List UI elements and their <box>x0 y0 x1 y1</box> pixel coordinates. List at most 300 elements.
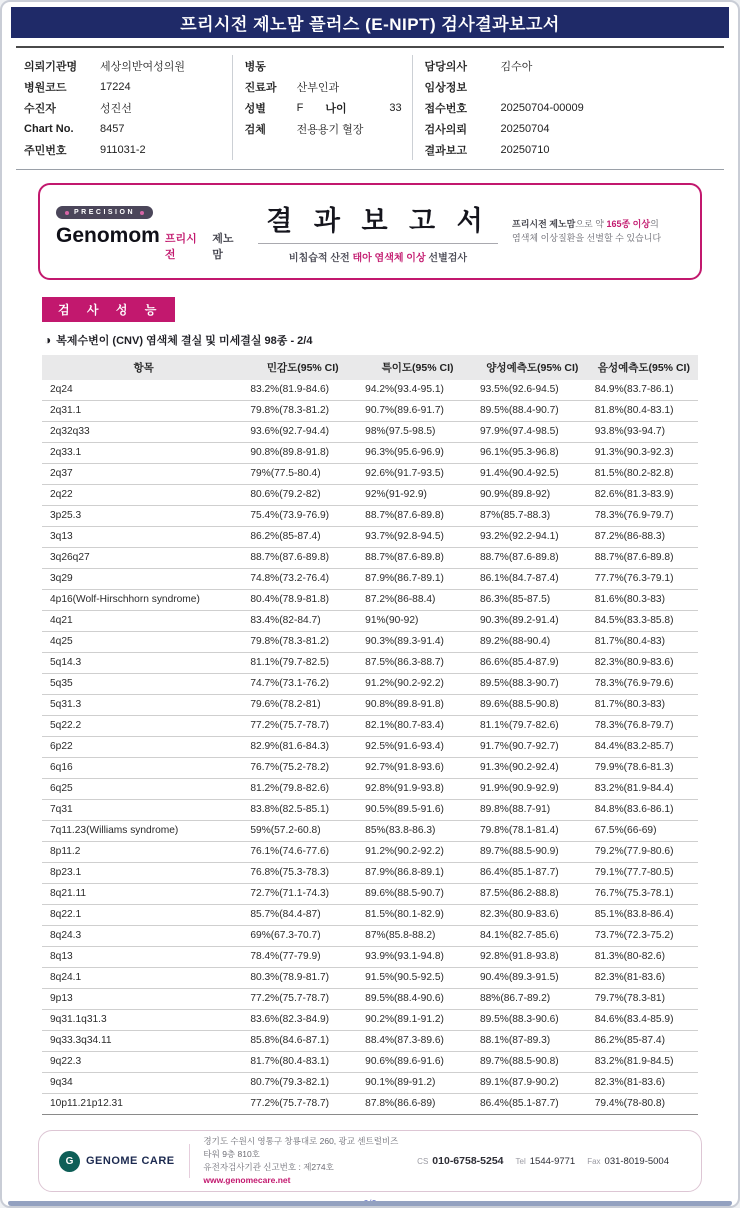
value-cell: 84.5%(83.3-85.8) <box>590 611 698 632</box>
value-cell: 90.3%(89.2-91.4) <box>475 611 590 632</box>
field-label: 결과보고 <box>424 144 468 157</box>
table-row <box>42 422 698 443</box>
value-cell: 79%(77.5-80.4) <box>245 464 360 485</box>
value-cell: 79.8%(78.3-81.2) <box>245 401 360 422</box>
value-cell: 76.7%(75.3-78.1) <box>590 884 698 905</box>
value-cell: 88.1%(87-89.3) <box>475 1031 590 1052</box>
genomecare-logo-icon: G <box>59 1151 80 1172</box>
item-cell: 9q34 <box>42 1073 245 1094</box>
patient-field <box>232 97 412 118</box>
value-cell: 73.7%(72.3-75.2) <box>590 926 698 947</box>
item-cell: 4q25 <box>42 632 245 653</box>
item-cell: 6p22 <box>42 737 245 758</box>
value-cell: 81.7%(80.4-83) <box>590 632 698 653</box>
field-label: 나이 <box>325 102 347 115</box>
table-row <box>42 1094 698 1115</box>
table-row <box>42 464 698 485</box>
value-cell: 93.8%(93-94.7) <box>590 422 698 443</box>
value-cell: 82.1%(80.7-83.4) <box>360 716 475 737</box>
field-value: 8457 <box>100 122 125 135</box>
patient-field <box>24 118 232 139</box>
value-cell: 79.2%(77.9-80.6) <box>590 842 698 863</box>
field-value: 20250710 <box>500 143 550 156</box>
table-row <box>42 842 698 863</box>
value-cell: 81.5%(80.1-82.9) <box>360 905 475 926</box>
subtitle-pre: 비침습적 산전 <box>288 253 353 264</box>
banner-subtitle <box>248 249 508 264</box>
value-cell: 96.3%(95.6-96.9) <box>360 443 475 464</box>
value-cell: 77.7%(76.3-79.1) <box>590 569 698 590</box>
item-cell: 9p13 <box>42 989 245 1010</box>
field-label: 수진자 <box>24 102 56 115</box>
field-label: 검사의뢰 <box>424 123 468 136</box>
table-row <box>42 1052 698 1073</box>
result-banner <box>38 183 702 280</box>
value-cell: 75.4%(73.9-76.9) <box>245 506 360 527</box>
table-row <box>42 485 698 506</box>
tagline-accent: 165종 이상 <box>606 218 651 229</box>
item-cell: 2q37 <box>42 464 245 485</box>
item-cell: 8q22.1 <box>42 905 245 926</box>
value-cell: 98%(97.5-98.5) <box>360 422 475 443</box>
value-cell: 90.4%(89.3-91.5) <box>475 968 590 989</box>
performance-section <box>42 297 698 1115</box>
item-cell: 6q25 <box>42 779 245 800</box>
value-cell: 87%(85.7-88.3) <box>475 506 590 527</box>
cs-number: 010-6758-5254 <box>432 1155 504 1167</box>
value-cell: 81.3%(80-82.6) <box>590 947 698 968</box>
value-cell: 89.7%(88.5-90.9) <box>475 842 590 863</box>
value-cell: 88.7%(87.6-89.8) <box>590 548 698 569</box>
value-cell: 90.2%(89.1-91.2) <box>360 1010 475 1031</box>
table-row <box>42 1031 698 1052</box>
field-label: 성별 <box>244 102 266 115</box>
value-cell: 83.6%(82.3-84.9) <box>245 1010 360 1031</box>
tagline-1a: 으로 약 <box>575 218 607 229</box>
patient-field <box>412 139 716 160</box>
value-cell: 81.7%(80.3-83) <box>590 695 698 716</box>
value-cell: 80.4%(78.9-81.8) <box>245 590 360 611</box>
patient-field <box>412 76 716 97</box>
patient-field <box>24 76 232 97</box>
item-cell: 7q11.23(Williams syndrome) <box>42 821 245 842</box>
item-cell: 5q31.3 <box>42 695 245 716</box>
value-cell: 86.2%(85-87.4) <box>245 527 360 548</box>
value-cell: 76.8%(75.3-78.3) <box>245 863 360 884</box>
footer-address <box>203 1135 403 1188</box>
banner-title: 결 과 보 고 서 <box>266 206 490 236</box>
value-cell: 81.1%(79.7-82.6) <box>475 716 590 737</box>
value-cell: 86.6%(85.4-87.9) <box>475 653 590 674</box>
field-label: 임상정보 <box>424 81 468 94</box>
value-cell: 90.7%(89.6-91.7) <box>360 401 475 422</box>
column-header: 음성예측도(95% CI) <box>590 355 698 380</box>
value-cell: 81.5%(80.2-82.8) <box>590 464 698 485</box>
value-cell: 93.6%(92.7-94.4) <box>245 422 360 443</box>
table-row <box>42 737 698 758</box>
table-row <box>42 380 698 401</box>
field-value: 20250704-00009 <box>500 101 584 114</box>
section-title <box>42 297 175 322</box>
value-cell: 79.9%(78.6-81.3) <box>590 758 698 779</box>
item-cell: 9q31.1q31.3 <box>42 1010 245 1031</box>
field-value: 세상의반여성의원 <box>100 60 186 73</box>
value-cell: 90.8%(89.8-91.8) <box>360 695 475 716</box>
value-cell: 89.6%(88.5-90.7) <box>360 884 475 905</box>
item-cell: 8q24.3 <box>42 926 245 947</box>
value-cell: 91.4%(90.4-92.5) <box>475 464 590 485</box>
item-cell: 8q24.1 <box>42 968 245 989</box>
item-cell: 7q31 <box>42 800 245 821</box>
item-cell: 4q21 <box>42 611 245 632</box>
column-header: 양성예측도(95% CI) <box>475 355 590 380</box>
brand-name: Genomom <box>56 223 160 247</box>
badge-dot-icon <box>140 211 144 215</box>
table-row <box>42 1010 698 1031</box>
value-cell: 76.1%(74.6-77.6) <box>245 842 360 863</box>
value-cell: 84.1%(82.7-85.6) <box>475 926 590 947</box>
footer-divider <box>189 1144 190 1178</box>
item-cell: 8q13 <box>42 947 245 968</box>
field-label: 병동 <box>244 60 266 73</box>
field-value: 성진선 <box>100 102 132 115</box>
item-cell: 10p11.21p12.31 <box>42 1094 245 1115</box>
table-row <box>42 1073 698 1094</box>
value-cell: 94.2%(93.4-95.1) <box>360 380 475 401</box>
value-cell: 79.7%(78.3-81) <box>590 989 698 1010</box>
tel-number: 1544-9771 <box>529 1156 576 1167</box>
value-cell: 81.7%(80.4-83.1) <box>245 1052 360 1073</box>
banner-divider <box>258 243 498 244</box>
value-cell: 80.3%(78.9-81.7) <box>245 968 360 989</box>
genomecare-logo <box>59 1151 175 1172</box>
patient-field <box>232 118 412 139</box>
performance-table <box>42 355 698 1115</box>
page-bottom-edge <box>8 1201 732 1206</box>
value-cell: 88%(86.7-89.2) <box>475 989 590 1010</box>
value-cell: 84.9%(83.7-86.1) <box>590 380 698 401</box>
value-cell: 78.4%(77-79.9) <box>245 947 360 968</box>
field-label: 병원코드 <box>24 81 67 94</box>
precision-badge-label: PRECISION <box>74 209 136 216</box>
value-cell: 91%(90-92) <box>360 611 475 632</box>
table-row <box>42 506 698 527</box>
table-header-row <box>42 355 698 380</box>
table-row <box>42 590 698 611</box>
value-cell: 87.2%(86-88.3) <box>590 527 698 548</box>
patient-field <box>232 76 412 97</box>
value-cell: 72.7%(71.1-74.3) <box>245 884 360 905</box>
patient-field <box>412 55 716 76</box>
column-header: 특이도(95% CI) <box>360 355 475 380</box>
value-cell: 79.8%(78.3-81.2) <box>245 632 360 653</box>
value-cell: 93.7%(92.8-94.5) <box>360 527 475 548</box>
value-cell: 87.9%(86.7-89.1) <box>360 569 475 590</box>
field-value: F <box>296 101 304 114</box>
value-cell: 78.3%(76.9-79.7) <box>590 506 698 527</box>
value-cell: 96.1%(95.3-96.8) <box>475 443 590 464</box>
fax-label: Fax <box>587 1157 601 1166</box>
value-cell: 82.6%(81.3-83.9) <box>590 485 698 506</box>
value-cell: 88.7%(87.6-89.8) <box>360 506 475 527</box>
value-cell: 86.1%(84.7-87.4) <box>475 569 590 590</box>
field-value: 33 <box>389 101 402 114</box>
value-cell: 85%(83.8-86.3) <box>360 821 475 842</box>
value-cell: 86.3%(85-87.5) <box>475 590 590 611</box>
value-cell: 88.4%(87.3-89.6) <box>360 1031 475 1052</box>
tel-label: Tel <box>515 1157 526 1166</box>
patient-field <box>232 139 412 160</box>
item-cell: 5q22.2 <box>42 716 245 737</box>
value-cell: 85.1%(83.8-86.4) <box>590 905 698 926</box>
value-cell: 74.7%(73.1-76.2) <box>245 674 360 695</box>
item-cell: 5q14.3 <box>42 653 245 674</box>
item-cell: 9q22.3 <box>42 1052 245 1073</box>
value-cell: 81.1%(79.7-82.5) <box>245 653 360 674</box>
item-cell: 3q29 <box>42 569 245 590</box>
value-cell: 81.2%(79.8-82.6) <box>245 779 360 800</box>
value-cell: 87.5%(86.2-88.8) <box>475 884 590 905</box>
patient-field <box>412 118 716 139</box>
value-cell: 67.5%(66-69) <box>590 821 698 842</box>
value-cell: 91.9%(90.9-92.9) <box>475 779 590 800</box>
tagline-brand: 프리시전 제노맘 <box>512 218 576 229</box>
table-row <box>42 989 698 1010</box>
value-cell: 89.2%(88-90.4) <box>475 632 590 653</box>
value-cell: 87%(85.8-88.2) <box>360 926 475 947</box>
patient-field <box>24 97 232 118</box>
value-cell: 79.1%(77.7-80.5) <box>590 863 698 884</box>
item-cell: 8p11.2 <box>42 842 245 863</box>
value-cell: 92.6%(91.7-93.5) <box>360 464 475 485</box>
value-cell: 87.9%(86.8-89.1) <box>360 863 475 884</box>
value-cell: 84.8%(83.6-86.1) <box>590 800 698 821</box>
field-label: Chart No. <box>24 122 74 135</box>
table-subtitle-text: 복제수변이 (CNV) 염색체 결실 및 미세결실 98종 - 2/4 <box>56 335 313 347</box>
value-cell: 79.6%(78.2-81) <box>245 695 360 716</box>
patient-field <box>24 139 232 160</box>
value-cell: 91.5%(90.5-92.5) <box>360 968 475 989</box>
item-cell: 9q33.3q34.11 <box>42 1031 245 1052</box>
value-cell: 85.7%(84.4-87) <box>245 905 360 926</box>
value-cell: 76.7%(75.2-78.2) <box>245 758 360 779</box>
table-row <box>42 863 698 884</box>
value-cell: 89.7%(88.5-90.8) <box>475 1052 590 1073</box>
value-cell: 81.6%(80.3-83) <box>590 590 698 611</box>
value-cell: 59%(57.2-60.8) <box>245 821 360 842</box>
item-cell: 2q22 <box>42 485 245 506</box>
field-label: 검체 <box>244 123 266 136</box>
value-cell: 88.7%(87.6-89.8) <box>360 548 475 569</box>
value-cell: 84.4%(83.2-85.7) <box>590 737 698 758</box>
footer <box>38 1130 702 1192</box>
value-cell: 83.2%(81.9-84.5) <box>590 1052 698 1073</box>
table-row <box>42 758 698 779</box>
value-cell: 91.2%(90.2-92.2) <box>360 842 475 863</box>
value-cell: 82.3%(80.9-83.6) <box>475 905 590 926</box>
subtitle-accent: 태아 염색체 이상 <box>352 253 426 264</box>
value-cell: 74.8%(73.2-76.4) <box>245 569 360 590</box>
value-cell: 84.6%(83.4-85.9) <box>590 1010 698 1031</box>
value-cell: 89.5%(88.3-90.7) <box>475 674 590 695</box>
item-cell: 2q32q33 <box>42 422 245 443</box>
value-cell: 83.8%(82.5-85.1) <box>245 800 360 821</box>
value-cell: 91.3%(90.3-92.3) <box>590 443 698 464</box>
item-cell: 5q35 <box>42 674 245 695</box>
table-row <box>42 674 698 695</box>
table-row <box>42 569 698 590</box>
value-cell: 87.8%(86.6-89) <box>360 1094 475 1115</box>
value-cell: 92.8%(91.8-93.8) <box>475 947 590 968</box>
genomom-logo <box>56 202 244 262</box>
field-label: 진료과 <box>244 81 277 94</box>
cs-label: CS <box>417 1157 429 1166</box>
field-value: 20250704 <box>500 122 550 135</box>
value-cell: 83.2%(81.9-84.4) <box>590 779 698 800</box>
table-row <box>42 695 698 716</box>
field-value: 17224 <box>100 80 131 93</box>
table-row <box>42 653 698 674</box>
value-cell: 79.8%(78.1-81.4) <box>475 821 590 842</box>
item-cell: 2q31.1 <box>42 401 245 422</box>
table-row <box>42 632 698 653</box>
table-subtitle <box>44 332 698 348</box>
table-row <box>42 548 698 569</box>
field-label: 접수번호 <box>424 102 468 115</box>
genomecare-logo-text: GENOME CARE <box>86 1155 175 1167</box>
section-title-text: 검 사 성 능 <box>58 303 164 317</box>
value-cell: 86.2%(85-87.4) <box>590 1031 698 1052</box>
half-circle-icon: ◑ <box>44 333 52 347</box>
value-cell: 79.4%(78-80.8) <box>590 1094 698 1115</box>
value-cell: 78.3%(76.8-79.7) <box>590 716 698 737</box>
page-title: 프리시전 제노맘 플러스 (E-NIPT) 검사결과보고서 <box>180 15 560 34</box>
value-cell: 89.5%(88.3-90.6) <box>475 1010 590 1031</box>
value-cell: 92.5%(91.6-93.4) <box>360 737 475 758</box>
value-cell: 91.3%(90.2-92.4) <box>475 758 590 779</box>
value-cell: 89.8%(88.7-91) <box>475 800 590 821</box>
value-cell: 81.8%(80.4-83.1) <box>590 401 698 422</box>
value-cell: 80.7%(79.3-82.1) <box>245 1073 360 1094</box>
value-cell: 80.6%(79.2-82) <box>245 485 360 506</box>
patient-field <box>232 55 412 76</box>
table-row <box>42 527 698 548</box>
value-cell: 89.5%(88.4-90.7) <box>475 401 590 422</box>
subtitle-post: 선별검사 <box>425 253 468 264</box>
value-cell: 92.7%(91.8-93.6) <box>360 758 475 779</box>
value-cell: 83.4%(82-84.7) <box>245 611 360 632</box>
field-value: 전용용기 혈장 <box>296 123 364 136</box>
item-cell: 2q24 <box>42 380 245 401</box>
value-cell: 82.3%(81-83.6) <box>590 968 698 989</box>
patient-field <box>24 55 232 76</box>
table-row <box>42 947 698 968</box>
value-cell: 93.5%(92.6-94.5) <box>475 380 590 401</box>
tagline-2: 염색체 이상질환을 선별할 수 있습니다 <box>512 232 662 243</box>
value-cell: 90.1%(89-91.2) <box>360 1073 475 1094</box>
value-cell: 93.2%(92.2-94.1) <box>475 527 590 548</box>
table-row <box>42 716 698 737</box>
badge-dot-icon <box>65 211 69 215</box>
banner-center <box>244 199 512 264</box>
table-row <box>42 821 698 842</box>
field-label: 담당의사 <box>424 60 468 73</box>
item-cell: 3q26q27 <box>42 548 245 569</box>
value-cell: 69%(67.3-70.7) <box>245 926 360 947</box>
value-cell: 88.7%(87.6-89.8) <box>245 548 360 569</box>
value-cell: 77.2%(75.7-78.7) <box>245 716 360 737</box>
value-cell: 86.4%(85.1-87.7) <box>475 863 590 884</box>
brand-line <box>56 224 244 262</box>
table-row <box>42 443 698 464</box>
item-cell: 8p23.1 <box>42 863 245 884</box>
value-cell: 83.2%(81.9-84.6) <box>245 380 360 401</box>
item-cell: 3q13 <box>42 527 245 548</box>
value-cell: 82.3%(81-83.6) <box>590 1073 698 1094</box>
table-row <box>42 611 698 632</box>
table-row <box>42 926 698 947</box>
value-cell: 78.3%(76.9-79.6) <box>590 674 698 695</box>
fax-number: 031-8019-5004 <box>604 1156 669 1167</box>
precision-badge <box>56 206 153 219</box>
field-value: 911031-2 <box>100 143 146 156</box>
tagline-1c: 의 <box>650 218 659 229</box>
value-cell: 90.8%(89.8-91.8) <box>245 443 360 464</box>
value-cell: 93.9%(93.1-94.8) <box>360 947 475 968</box>
value-cell: 85.8%(84.6-87.1) <box>245 1031 360 1052</box>
value-cell: 90.3%(89.3-91.4) <box>360 632 475 653</box>
value-cell: 97.9%(97.4-98.5) <box>475 422 590 443</box>
brand-kr-accent: 프리시전 <box>164 232 197 261</box>
table-row <box>42 884 698 905</box>
item-cell: 8q21.11 <box>42 884 245 905</box>
value-cell: 89.6%(88.5-90.8) <box>475 695 590 716</box>
item-cell: 3p25.3 <box>42 506 245 527</box>
field-label: 의뢰기관명 <box>24 60 78 73</box>
value-cell: 90.5%(89.5-91.6) <box>360 800 475 821</box>
field-value: 김수아 <box>500 60 533 73</box>
table-row <box>42 401 698 422</box>
banner-tagline <box>512 218 684 246</box>
value-cell: 89.1%(87.9-90.2) <box>475 1073 590 1094</box>
value-cell: 88.7%(87.6-89.8) <box>475 548 590 569</box>
performance-table-body <box>42 380 698 1115</box>
value-cell: 90.6%(89.6-91.6) <box>360 1052 475 1073</box>
item-cell: 2q33.1 <box>42 443 245 464</box>
value-cell: 92.8%(91.9-93.8) <box>360 779 475 800</box>
value-cell: 87.5%(86.3-88.7) <box>360 653 475 674</box>
value-cell: 91.7%(90.7-92.7) <box>475 737 590 758</box>
value-cell: 89.5%(88.4-90.6) <box>360 989 475 1010</box>
column-header: 민감도(95% CI) <box>245 355 360 380</box>
value-cell: 82.9%(81.6-84.3) <box>245 737 360 758</box>
address-line: 경기도 수원시 영통구 창룡대로 260, 광교 센트럴비즈타워 9층 810호 <box>203 1135 399 1159</box>
patient-field <box>412 97 716 118</box>
value-cell: 82.3%(80.9-83.6) <box>590 653 698 674</box>
column-header: 항목 <box>42 355 245 380</box>
brand-kr: 제노맘 <box>212 232 234 261</box>
item-cell: 4p16(Wolf-Hirschhorn syndrome) <box>42 590 245 611</box>
value-cell: 92%(91-92.9) <box>360 485 475 506</box>
website-link: www.genomecare.net <box>203 1175 291 1186</box>
value-cell: 77.2%(75.7-78.7) <box>245 1094 360 1115</box>
value-cell: 90.9%(89.8-92) <box>475 485 590 506</box>
field-value: 산부인과 <box>296 81 340 94</box>
value-cell: 91.2%(90.2-92.2) <box>360 674 475 695</box>
item-cell: 6q16 <box>42 758 245 779</box>
table-row <box>42 800 698 821</box>
table-row <box>42 779 698 800</box>
